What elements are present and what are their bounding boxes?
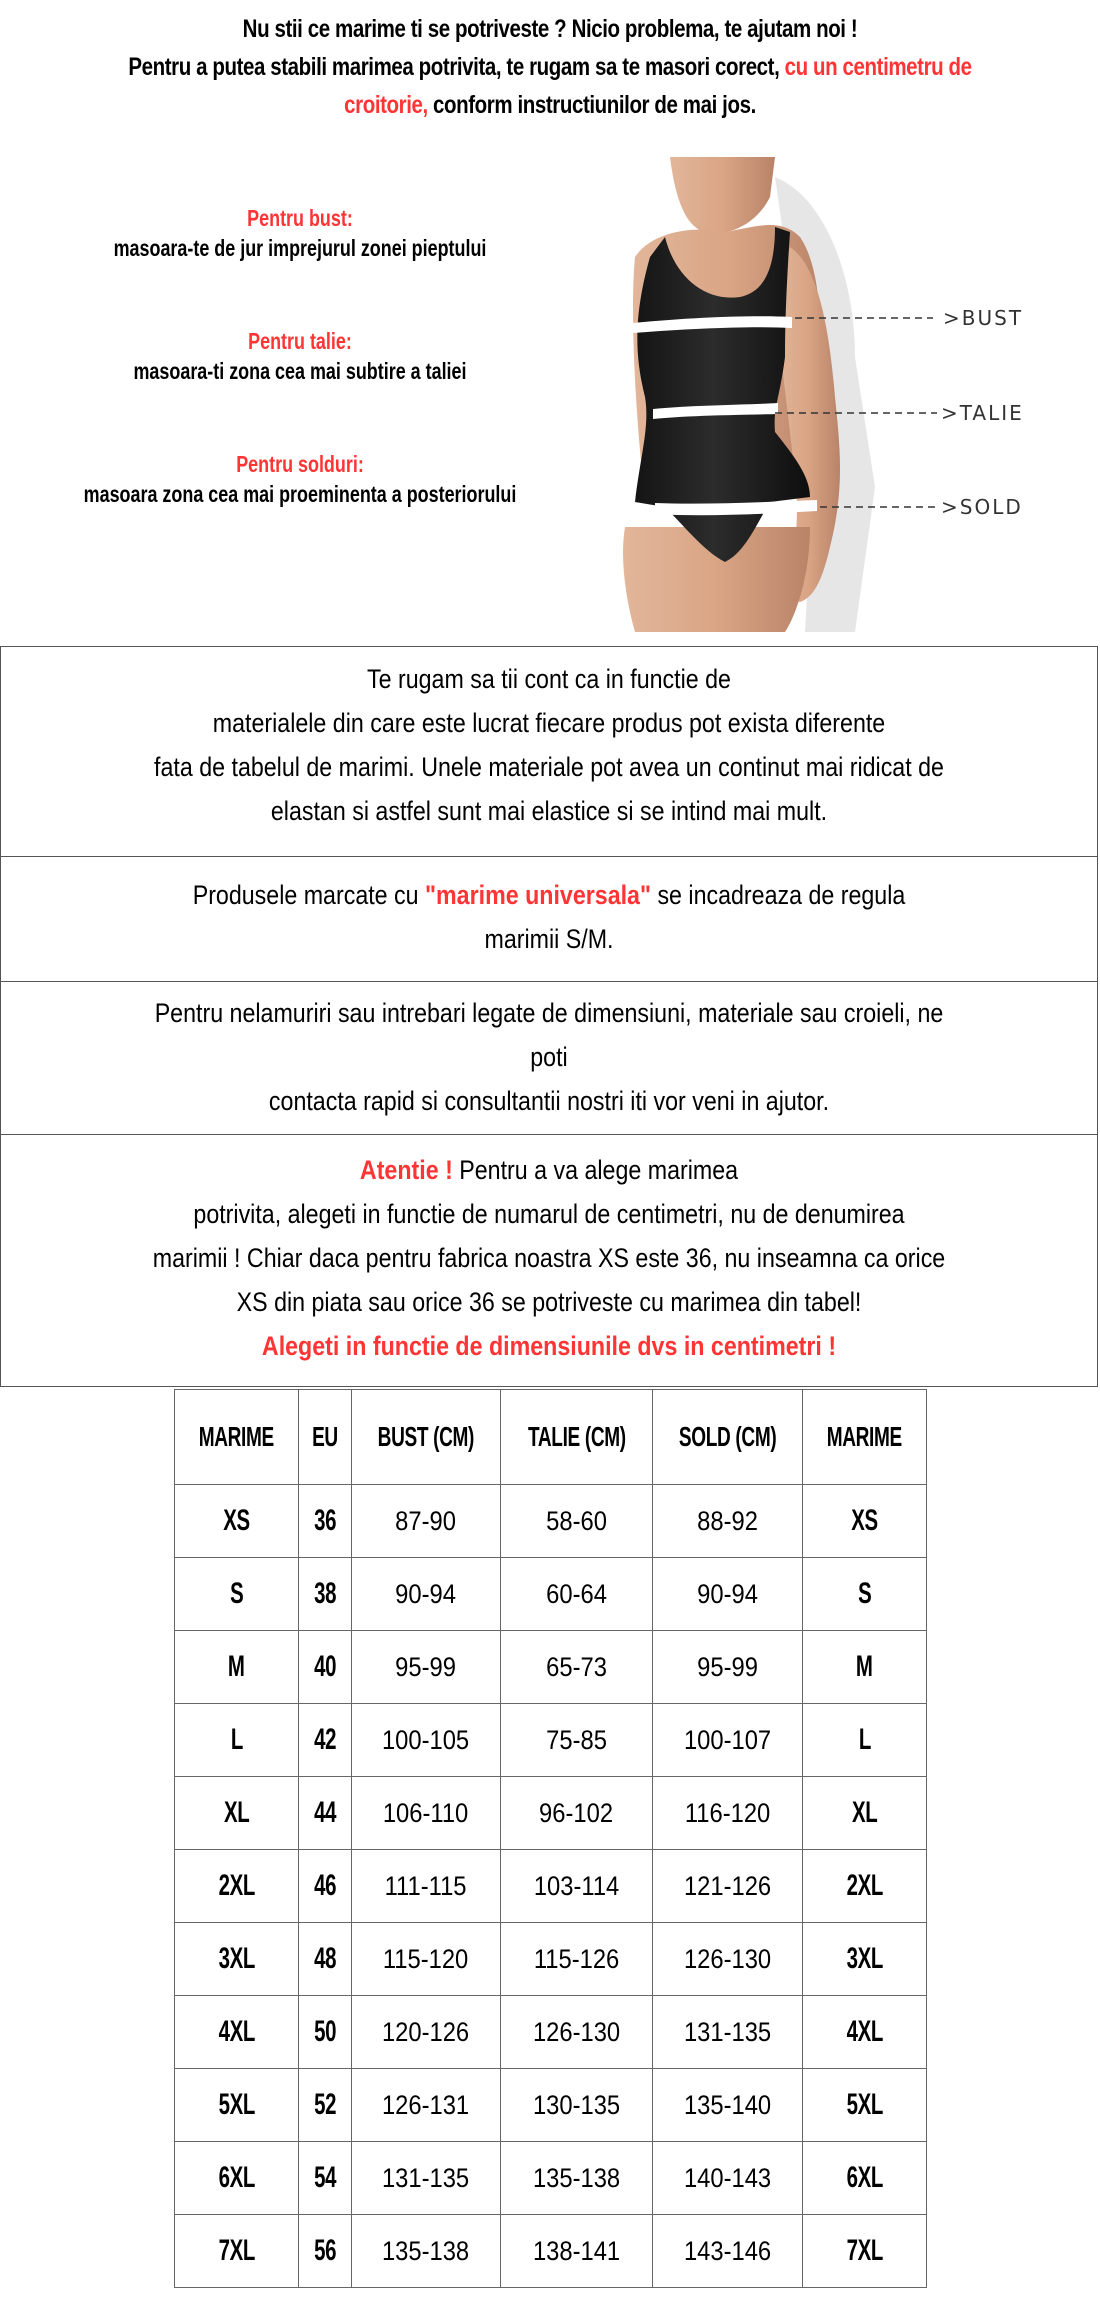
- size-cell: [175, 1923, 299, 1996]
- table-row: [175, 1777, 927, 1850]
- size-label: 56: [313, 2234, 337, 2267]
- notice-4-line-4: XS din piata sau orice 36 se potriveste cu marimea din tabel!: [236, 1287, 862, 1317]
- waist-cell: [501, 1704, 653, 1777]
- hips-cell: [653, 1485, 803, 1558]
- hips-cell: [653, 1850, 803, 1923]
- header-bust: [352, 1390, 501, 1485]
- hips-cell: [653, 2215, 803, 2288]
- size-label: 46: [313, 1869, 337, 1902]
- header-label: EU: [312, 1421, 338, 1452]
- measurement-value: 88-92: [697, 1505, 758, 1536]
- size-label: 4XL: [218, 2015, 255, 2048]
- header-size: [175, 1390, 299, 1485]
- size-label: 6XL: [846, 2161, 883, 2194]
- table-row: [175, 1485, 927, 1558]
- notice-attention: [0, 1135, 1098, 1387]
- notice-2-text-after: se incadreaza de regula: [650, 880, 906, 910]
- measurement-value: 143-146: [683, 2235, 772, 2266]
- size-cell: [175, 2069, 299, 2142]
- guide-waist-title: Pentru talie:: [248, 328, 352, 354]
- measurement-value: 87-90: [395, 1505, 457, 1536]
- size-label: 50: [313, 2015, 337, 2048]
- size-cell: [175, 2215, 299, 2288]
- measurement-value: 135-140: [683, 2089, 772, 2120]
- size-label: 36: [313, 1504, 337, 1537]
- figure-label-hips: >SOLD: [941, 495, 1023, 519]
- size-cell-right: [803, 1485, 927, 1558]
- eu-cell: [299, 1777, 352, 1850]
- header-label: MARIME: [198, 1421, 275, 1452]
- size-cell: [175, 1631, 299, 1704]
- guide-hips-text: masoara zona cea mai proeminenta a posteriorului: [83, 481, 517, 507]
- notice-universal-size: [0, 857, 1098, 982]
- notice-4-warning: Atentie !: [359, 1155, 453, 1185]
- measurement-value: 130-135: [532, 2089, 621, 2120]
- eu-cell: [299, 1996, 352, 2069]
- eu-cell: [299, 1850, 352, 1923]
- intro-line-1: Nu stii ce marime ti se potriveste ? Nicio problema, te ajutam noi !: [242, 15, 858, 43]
- size-cell-right: [803, 1631, 927, 1704]
- size-cell-right: [803, 2069, 927, 2142]
- measurement-value: 90-94: [697, 1578, 758, 1609]
- intro-heading: [0, 10, 1100, 124]
- table-row: [175, 2215, 927, 2288]
- measurement-value: 96-102: [539, 1797, 614, 1828]
- eu-cell: [299, 1704, 352, 1777]
- measurement-value: 95-99: [697, 1651, 758, 1682]
- waist-cell: [501, 1777, 653, 1850]
- size-label: L: [230, 1723, 243, 1756]
- waist-cell: [501, 1850, 653, 1923]
- size-cell: [175, 1704, 299, 1777]
- size-label: 4XL: [846, 2015, 883, 2048]
- size-cell-right: [803, 1923, 927, 1996]
- size-label: S: [229, 1577, 244, 1610]
- guide-bust: [0, 203, 600, 263]
- size-label: S: [857, 1577, 872, 1610]
- header-eu: [299, 1390, 352, 1485]
- size-label: 52: [313, 2088, 337, 2121]
- bust-cell: [352, 1558, 501, 1631]
- waist-cell: [501, 2069, 653, 2142]
- hips-cell: [653, 1996, 803, 2069]
- measurement-value: 95-99: [395, 1651, 457, 1682]
- measurement-value: 115-120: [383, 1943, 469, 1974]
- measurement-value: 116-120: [684, 1797, 771, 1828]
- notice-1-line-1: Te rugam sa tii cont ca in functie de: [367, 664, 731, 694]
- notice-2-line-2: marimii S/M.: [484, 924, 614, 954]
- guide-hips-title: Pentru solduri:: [236, 451, 364, 477]
- eu-cell: [299, 2069, 352, 2142]
- notice-3-line-3: contacta rapid si consultantii nostri iti vor veni in ajutor.: [268, 1086, 830, 1116]
- eu-cell: [299, 1485, 352, 1558]
- measurement-value: 106-110: [383, 1797, 469, 1828]
- measurement-value: 90-94: [395, 1578, 457, 1609]
- hips-cell: [653, 1923, 803, 1996]
- measurement-value: 100-105: [382, 1724, 470, 1755]
- eu-cell: [299, 2215, 352, 2288]
- size-label: 2XL: [218, 1869, 255, 1902]
- table-row: [175, 1850, 927, 1923]
- size-cell: [175, 1777, 299, 1850]
- size-cell-right: [803, 1850, 927, 1923]
- size-cell-right: [803, 2215, 927, 2288]
- size-label: XS: [223, 1504, 250, 1537]
- waist-cell: [501, 1996, 653, 2069]
- eu-cell: [299, 1923, 352, 1996]
- measurement-value: 138-141: [532, 2235, 621, 2266]
- measurement-value: 75-85: [546, 1724, 607, 1755]
- measurement-value: 126-130: [532, 2016, 621, 2047]
- size-label: M: [228, 1650, 245, 1683]
- size-cell: [175, 2142, 299, 2215]
- size-cell-right: [803, 1558, 927, 1631]
- measurement-value: 126-130: [683, 1943, 772, 1974]
- guide-hips: [0, 449, 600, 509]
- size-label: 3XL: [846, 1942, 883, 1975]
- notice-1-line-4: elastan si astfel sunt mai elastice si se intind mai mult.: [270, 796, 828, 826]
- notice-4-line-2: potrivita, alegeti in functie de numarul de centimetri, nu de denumirea: [193, 1199, 905, 1229]
- size-label: 7XL: [218, 2234, 255, 2267]
- measurement-value: 135-138: [532, 2162, 621, 2193]
- notice-4-line-1: [78, 1148, 1021, 1192]
- measurement-value: 135-138: [382, 2235, 470, 2266]
- bust-cell: [352, 2215, 501, 2288]
- notice-2-highlight: "marime universala": [425, 880, 651, 910]
- eu-cell: [299, 2142, 352, 2215]
- waist-cell: [501, 2142, 653, 2215]
- measurement-value: 120-126: [382, 2016, 470, 2047]
- bust-cell: [352, 1996, 501, 2069]
- hips-cell: [653, 2069, 803, 2142]
- measurement-value: 111-115: [385, 1870, 467, 1901]
- measurement-value: 60-64: [546, 1578, 607, 1609]
- size-label: 2XL: [846, 1869, 883, 1902]
- notice-3-line-2: poti: [530, 1042, 568, 1072]
- size-cell: [175, 1996, 299, 2069]
- measurement-value: 115-126: [533, 1943, 620, 1974]
- bust-cell: [352, 2142, 501, 2215]
- notice-4-line-1-text: Pentru a va alege marimea: [452, 1155, 739, 1185]
- header-hips: [653, 1390, 803, 1485]
- hips-cell: [653, 1704, 803, 1777]
- bust-cell: [352, 1777, 501, 1850]
- guide-waist-text: masoara-ti zona cea mai subtire a taliei: [133, 358, 467, 384]
- bust-cell: [352, 2069, 501, 2142]
- bust-cell: [352, 1850, 501, 1923]
- size-label: 38: [313, 1577, 337, 1610]
- header-waist: [501, 1390, 653, 1485]
- size-cell-right: [803, 1777, 927, 1850]
- size-label: 7XL: [846, 2234, 883, 2267]
- guide-bust-text: masoara-te de jur imprejurul zonei pieptului: [113, 235, 487, 261]
- measurement-value: 58-60: [546, 1505, 607, 1536]
- measurement-value: 140-143: [683, 2162, 772, 2193]
- bust-cell: [352, 1704, 501, 1777]
- size-cell: [175, 1850, 299, 1923]
- notice-2-line-1: [78, 873, 1021, 917]
- size-label: L: [858, 1723, 871, 1756]
- size-chart-table: [174, 1389, 927, 2288]
- measurement-value: 65-73: [546, 1651, 607, 1682]
- hips-cell: [653, 1631, 803, 1704]
- table-row: [175, 1996, 927, 2069]
- intro-line-2-highlight: cu un centimetru de: [784, 53, 972, 81]
- guide-bust-title: Pentru bust:: [247, 205, 353, 231]
- table-row: [175, 1558, 927, 1631]
- measurement-value: 100-107: [683, 1724, 772, 1755]
- notice-1-line-3: fata de tabelul de marimi. Unele materiale pot avea un continut mai ridicat de: [154, 752, 944, 782]
- notice-4-line-3: marimii ! Chiar daca pentru fabrica noastra XS este 36, nu inseamna ca orice: [152, 1243, 946, 1273]
- size-cell-right: [803, 1704, 927, 1777]
- table-row: [175, 1631, 927, 1704]
- notice-3-line-1: Pentru nelamuriri sau intrebari legate de dimensiuni, materiale sau croieli, ne: [154, 998, 944, 1028]
- header-size-right: [803, 1390, 927, 1485]
- measurement-figure-image: [595, 157, 1025, 632]
- waist-cell: [501, 1923, 653, 1996]
- measurement-value: 131-135: [382, 2162, 470, 2193]
- notice-material-differences: [0, 646, 1098, 857]
- hips-cell: [653, 2142, 803, 2215]
- size-label: 3XL: [218, 1942, 255, 1975]
- notice-contact: [0, 982, 1098, 1135]
- measurement-value: 121-126: [683, 1870, 772, 1901]
- size-label: XS: [851, 1504, 878, 1537]
- intro-line-2: [99, 48, 1001, 86]
- size-label: 5XL: [846, 2088, 883, 2121]
- hips-cell: [653, 1777, 803, 1850]
- size-cell: [175, 1558, 299, 1631]
- size-cell: [175, 1485, 299, 1558]
- intro-line-2-text: Pentru a putea stabili marimea potrivita, te rugam sa te masori corect,: [128, 53, 785, 81]
- measurement-value: 126-131: [382, 2089, 470, 2120]
- measurement-value: 103-114: [533, 1870, 620, 1901]
- bust-cell: [352, 1485, 501, 1558]
- header-label: BUST (CM): [377, 1421, 475, 1452]
- size-label: XL: [223, 1796, 250, 1829]
- size-label: 54: [313, 2161, 337, 2194]
- notice-1-line-2: materialele din care este lucrat fiecare produs pot exista diferente: [212, 708, 886, 738]
- size-label: 6XL: [218, 2161, 255, 2194]
- table-row: [175, 2069, 927, 2142]
- waist-cell: [501, 1631, 653, 1704]
- size-label: XL: [851, 1796, 878, 1829]
- waist-cell: [501, 2215, 653, 2288]
- size-label: 5XL: [218, 2088, 255, 2121]
- size-label: 48: [313, 1942, 337, 1975]
- figure-label-waist: >TALIE: [941, 401, 1024, 425]
- waist-cell: [501, 1558, 653, 1631]
- size-label: 42: [313, 1723, 337, 1756]
- table-row: [175, 1704, 927, 1777]
- model-illustration: [595, 157, 1025, 632]
- size-label: 40: [313, 1650, 337, 1683]
- size-label: M: [856, 1650, 873, 1683]
- header-label: MARIME: [826, 1421, 903, 1452]
- measurement-value: 131-135: [683, 2016, 772, 2047]
- bust-cell: [352, 1631, 501, 1704]
- header-label: SOLD (CM): [678, 1421, 777, 1452]
- notice-2-text-before: Produsele marcate cu: [192, 880, 426, 910]
- notice-4-line-5: Alegeti in functie de dimensiunile dvs in centimetri !: [261, 1331, 837, 1361]
- hips-cell: [653, 1558, 803, 1631]
- eu-cell: [299, 1558, 352, 1631]
- figure-label-bust: >BUST: [943, 306, 1024, 330]
- header-label: TALIE (CM): [527, 1421, 626, 1452]
- size-label: 44: [313, 1796, 337, 1829]
- waist-cell: [501, 1485, 653, 1558]
- size-cell-right: [803, 1996, 927, 2069]
- size-cell-right: [803, 2142, 927, 2215]
- guide-waist: [0, 326, 600, 386]
- intro-line-3-highlight: croitorie,: [344, 91, 428, 119]
- bust-cell: [352, 1923, 501, 1996]
- table-row: [175, 2142, 927, 2215]
- eu-cell: [299, 1631, 352, 1704]
- intro-line-3-text: conform instructiunilor de mai jos.: [427, 91, 756, 119]
- table-row: [175, 1923, 927, 1996]
- table-header-row: [175, 1390, 927, 1485]
- intro-line-3: [99, 86, 1001, 124]
